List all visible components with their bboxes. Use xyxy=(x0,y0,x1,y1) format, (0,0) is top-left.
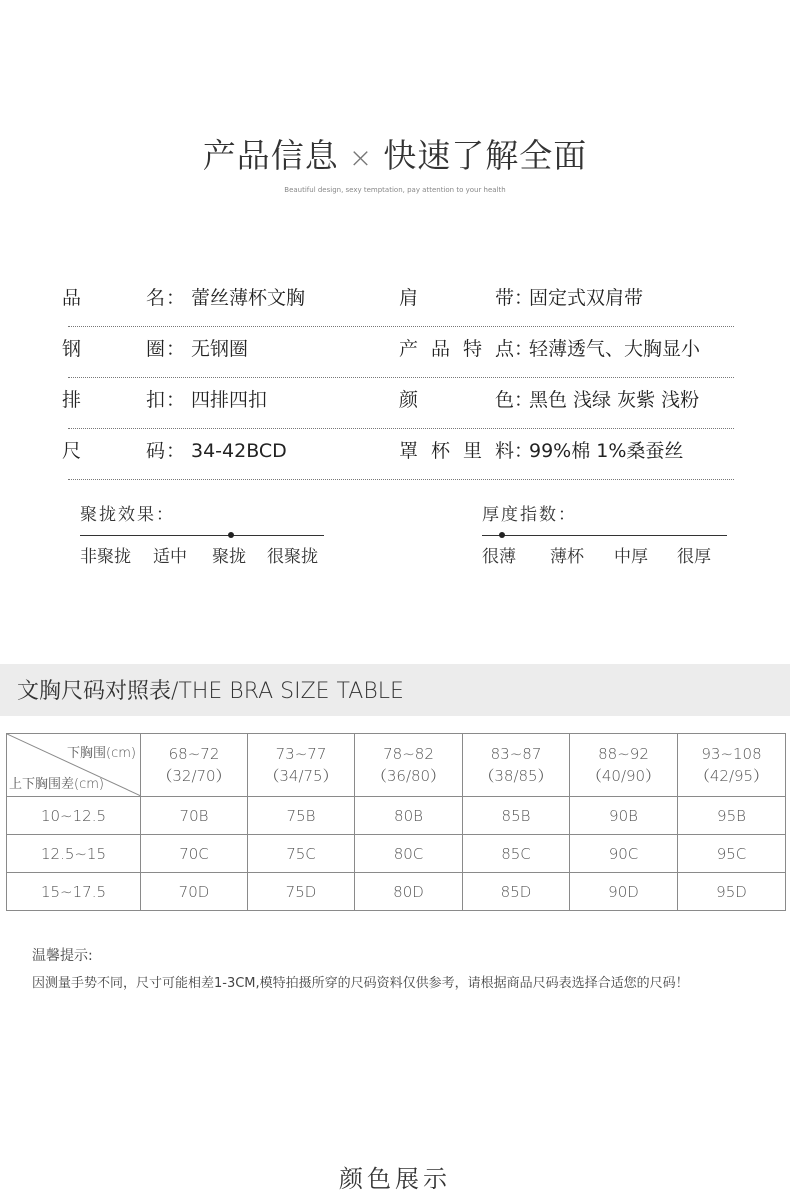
size-cell: 90B xyxy=(570,797,678,835)
corner-label-top: 下胸围(cm) xyxy=(67,746,136,761)
size-cell: 85D xyxy=(463,873,570,911)
table-header-cell xyxy=(570,734,678,797)
dotted-divider xyxy=(68,326,734,327)
size-cell: 95C xyxy=(678,835,786,873)
dotted-divider xyxy=(68,479,734,480)
info-label: 品名 xyxy=(62,287,165,309)
size-cell: 90D xyxy=(570,873,678,911)
info-value: 蕾丝薄杯文胸 xyxy=(191,287,306,309)
info-label: 产品特点 xyxy=(399,338,514,360)
header-sub: （36/80） xyxy=(371,767,446,785)
row-diff-cell: 12.5~15 xyxy=(7,835,141,873)
header-range: 78~82 xyxy=(383,745,434,763)
push-up-option: 聚拢 xyxy=(212,547,246,567)
info-row xyxy=(62,277,734,327)
tips-text: 因测量手势不同，尺寸可能相差1-3CM,模特拍摄所穿的尺码资料仅供参考，请根据商品尺码表选择合适您的尺码！ xyxy=(32,976,689,991)
info-colon: ： xyxy=(514,338,534,360)
info-value: 无钢圈 xyxy=(191,338,249,360)
info-label: 排扣 xyxy=(62,389,165,411)
info-colon: ： xyxy=(166,389,186,411)
thickness-option: 中厚 xyxy=(614,547,648,567)
page-title-right: 快速了解全面 xyxy=(383,136,588,175)
size-cell: 85B xyxy=(463,797,570,835)
size-cell: 75C xyxy=(248,835,355,873)
thickness-title: 厚度指数： xyxy=(482,505,577,525)
size-cell: 80C xyxy=(355,835,463,873)
header-sub: （34/75） xyxy=(264,767,338,785)
info-label: 肩带 xyxy=(399,287,514,309)
thickness-option: 薄杯 xyxy=(550,547,584,567)
size-cell: 85C xyxy=(463,835,570,873)
info-colon: ： xyxy=(514,287,534,309)
info-row xyxy=(62,430,734,480)
table-row xyxy=(7,797,786,835)
header-sub: （32/70） xyxy=(157,767,231,785)
header-range: 88~92 xyxy=(598,745,649,763)
header-range: 83~87 xyxy=(490,745,542,763)
title-separator: × xyxy=(348,141,374,174)
table-header-cell xyxy=(678,734,786,797)
size-cell: 80D xyxy=(355,873,463,911)
dotted-divider xyxy=(68,428,734,429)
info-value: 轻薄透气、大胸显小 xyxy=(529,338,701,360)
header-sub: （40/90） xyxy=(586,767,661,785)
next-section-title: 颜色展示 xyxy=(339,1165,451,1193)
size-cell: 70D xyxy=(141,873,248,911)
page-subtitle: Beautiful design, sexy temptation, pay attention to your health xyxy=(284,186,506,194)
push-up-option: 适中 xyxy=(153,547,187,567)
info-colon: ： xyxy=(514,440,534,462)
table-header-cell xyxy=(355,734,463,797)
size-cell: 95D xyxy=(678,873,786,911)
size-cell: 95B xyxy=(678,797,786,835)
tips-title: 温馨提示: xyxy=(32,948,93,964)
table-corner-cell xyxy=(7,734,141,797)
row-diff-cell: 10~12.5 xyxy=(7,797,141,835)
info-value: 固定式双肩带 xyxy=(529,287,644,309)
info-label: 颜色 xyxy=(399,389,514,411)
size-cell: 80B xyxy=(355,797,463,835)
info-row xyxy=(62,328,734,378)
push-up-title: 聚拢效果： xyxy=(80,505,175,525)
table-header-row xyxy=(7,734,786,797)
info-value: 99%棉 1%桑蚕丝 xyxy=(529,440,684,462)
page-title xyxy=(0,134,790,180)
info-label: 尺码 xyxy=(62,440,165,462)
table-header-cell xyxy=(141,734,248,797)
header-range: 68~72 xyxy=(168,745,220,763)
thickness-scale-line xyxy=(482,535,727,536)
info-colon: ： xyxy=(166,338,186,360)
header-range: 73~77 xyxy=(275,745,327,763)
size-cell: 90C xyxy=(570,835,678,873)
table-header-cell xyxy=(248,734,355,797)
size-table xyxy=(6,733,786,911)
header-range: 93~108 xyxy=(701,745,762,763)
corner-label-bottom: 上下胸围差(cm) xyxy=(9,777,104,792)
info-colon: ： xyxy=(514,389,534,411)
info-label: 罩杯里料 xyxy=(399,440,514,462)
push-up-scale-marker xyxy=(228,532,234,538)
dotted-divider xyxy=(68,377,734,378)
thickness-scale-marker xyxy=(499,532,505,538)
info-value: 黑色 浅绿 灰紫 浅粉 xyxy=(529,389,700,411)
size-cell: 70B xyxy=(141,797,248,835)
info-label: 钢圈 xyxy=(62,338,165,360)
header-sub: （38/85） xyxy=(479,767,553,785)
table-row xyxy=(7,873,786,911)
row-diff-cell: 15~17.5 xyxy=(7,873,141,911)
size-cell: 75D xyxy=(248,873,355,911)
thickness-option: 很厚 xyxy=(677,547,711,567)
table-header-cell xyxy=(463,734,570,797)
push-up-scale-line xyxy=(80,535,324,536)
size-table-title: 文胸尺码对照表/THE BRA SIZE TABLE xyxy=(17,679,404,704)
info-row xyxy=(62,379,734,429)
size-cell: 70C xyxy=(141,835,248,873)
size-cell: 75B xyxy=(248,797,355,835)
thickness-option: 很薄 xyxy=(482,547,516,567)
page-title-left: 产品信息 xyxy=(202,136,339,175)
push-up-option: 非聚拢 xyxy=(80,547,131,567)
header-sub: （42/95） xyxy=(694,767,769,785)
info-colon: ： xyxy=(166,440,186,462)
push-up-option: 很聚拢 xyxy=(267,547,318,567)
info-colon: ： xyxy=(166,287,186,309)
info-value: 34-42BCD xyxy=(191,440,287,462)
table-row xyxy=(7,835,786,873)
info-value: 四排四扣 xyxy=(191,389,268,411)
